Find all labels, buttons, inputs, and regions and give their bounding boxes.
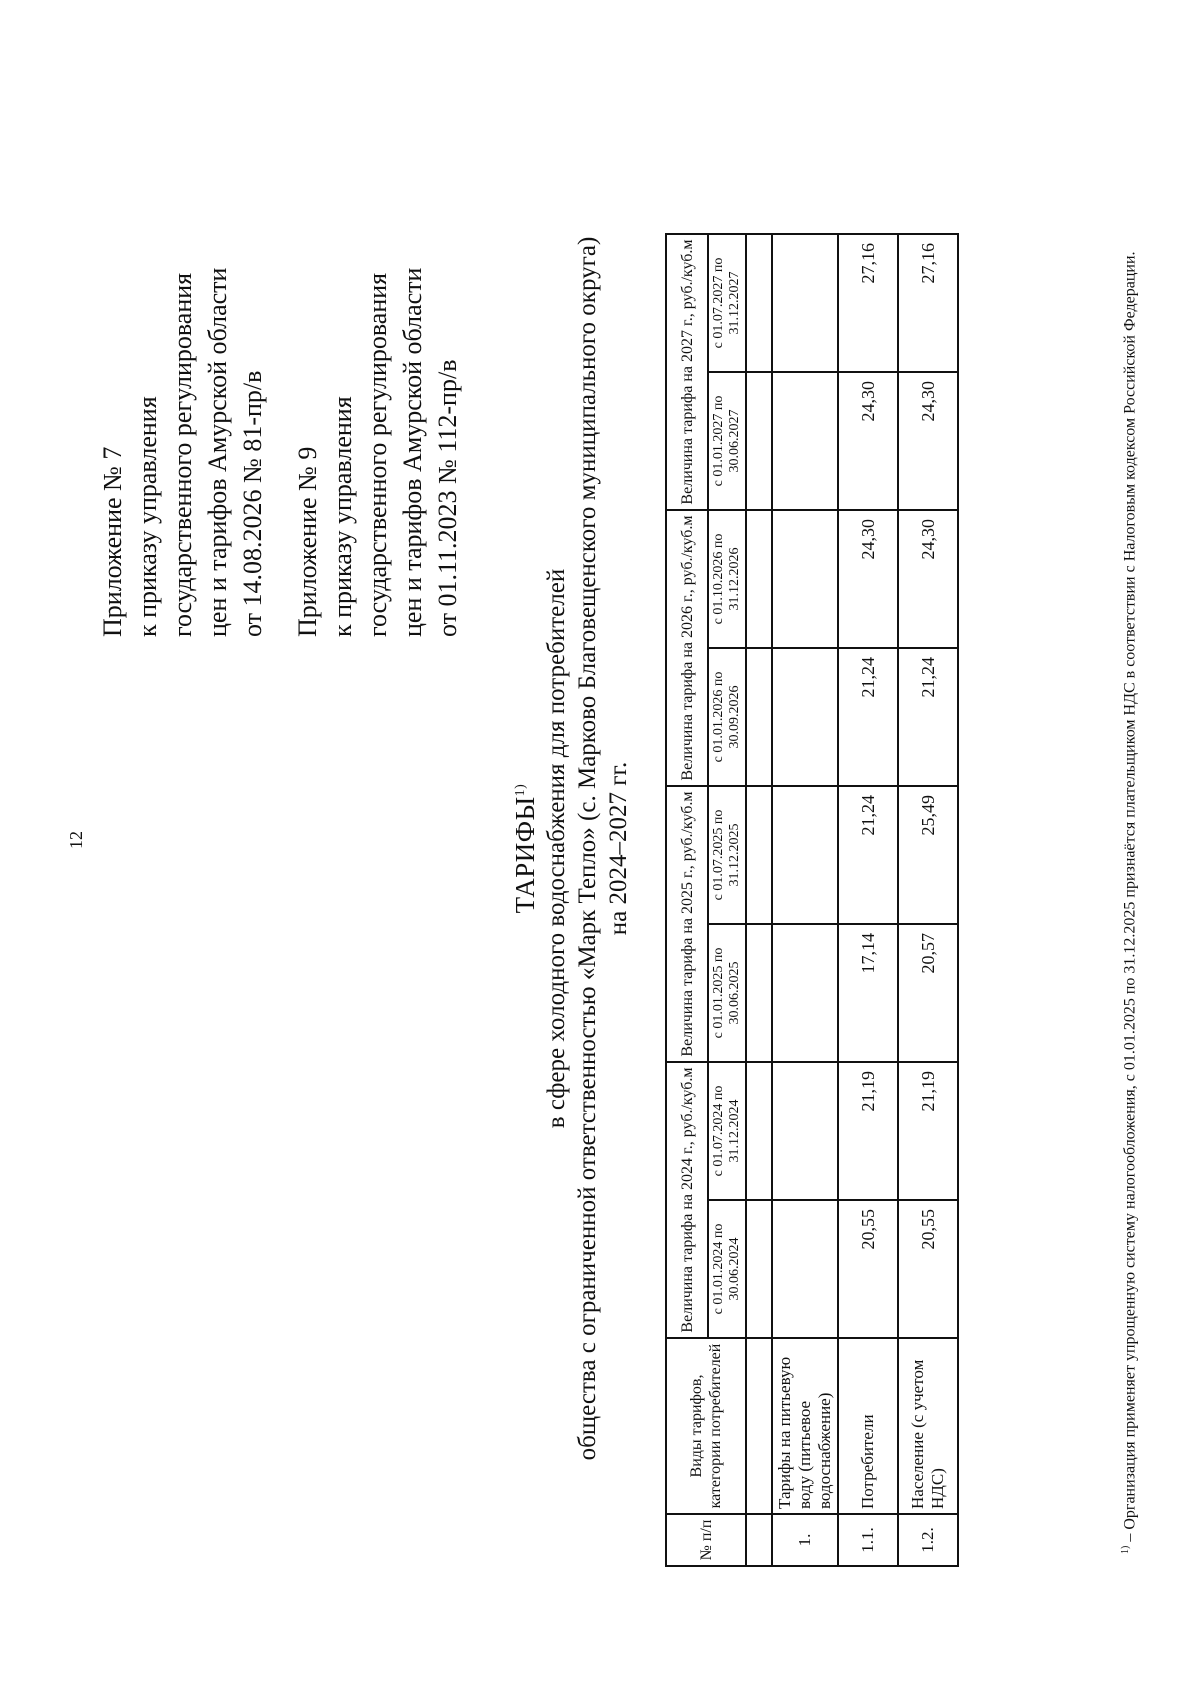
- header-period: с 01.10.2026 по 31.12.2026: [708, 510, 746, 648]
- tariff-value: [772, 1200, 838, 1338]
- row-label: Тарифы на питьевую воду (питьевое водоснабжение): [772, 1338, 838, 1514]
- approval-line: Приложение № 7: [98, 446, 127, 637]
- spacer-cell: [746, 1062, 772, 1200]
- header-period: с 01.07.2024 по 31.12.2024: [708, 1062, 746, 1200]
- approval-line: к приказу управления: [328, 396, 357, 637]
- tariff-value: [772, 924, 838, 1062]
- tariff-value: 24,30: [898, 372, 958, 510]
- header-year-2027: Величина тарифа на 2027 г., руб./куб.м: [666, 234, 708, 510]
- row-number: 1.: [772, 1514, 838, 1566]
- spacer-cell: [746, 648, 772, 786]
- header-period: с 01.07.2025 по 31.12.2025: [708, 786, 746, 924]
- table-row: [838, 234, 898, 1566]
- footnote-text: – Организация применяет упрощенную систему налогообложения, с 01.01.2025 по 31.12.2025 признаётся плательщиком НДС в соответствии с Налоговым кодексом Российской Федерации.: [1121, 251, 1139, 1546]
- tariff-value: [772, 372, 838, 510]
- tariff-value: [772, 648, 838, 786]
- spacer-cell: [746, 1338, 772, 1514]
- header-period: с 01.01.2027 по 30.06.2027: [708, 372, 746, 510]
- tariff-value: 21,19: [898, 1062, 958, 1200]
- header-no: № п/п: [666, 1514, 746, 1566]
- header-period: с 01.01.2026 по 30.09.2026: [708, 648, 746, 786]
- header-year-2024: Величина тарифа на 2024 г., руб./куб.м: [666, 1062, 708, 1338]
- table-header-row: [666, 234, 708, 1566]
- approval-line: государственного регулирования: [168, 272, 197, 637]
- tariff-value: [772, 1062, 838, 1200]
- tariff-table: [665, 233, 959, 1567]
- tariff-value: 25,49: [898, 786, 958, 924]
- spacer-cell: [746, 786, 772, 924]
- spacer-cell: [746, 1514, 772, 1566]
- title-word: ТАРИФЫ: [510, 796, 540, 914]
- approval-line: от 14.08.2026 № 81-пр/в: [238, 370, 267, 637]
- tariff-value: 24,30: [838, 372, 898, 510]
- header-period: с 01.01.2024 по 30.06.2024: [708, 1200, 746, 1338]
- row-number: 1.1.: [838, 1514, 898, 1566]
- table-row: [898, 234, 958, 1566]
- header-period: с 01.07.2027 по 31.12.2027: [708, 234, 746, 372]
- tariff-value: 17,14: [838, 924, 898, 1062]
- title-line-2: общества с ограниченной ответственностью «Марк Тепло» (с. Марково Благовещенского муниципального округа): [574, 236, 601, 1461]
- title-line-1: в сфере холодного водоснабжения для потребителей: [543, 568, 570, 1129]
- approval-line: к приказу управления: [133, 396, 162, 637]
- approval-line: Приложение № 9: [293, 446, 322, 637]
- tariff-value: 20,55: [898, 1200, 958, 1338]
- header-year-2026: Величина тарифа на 2026 г., руб./куб.м: [666, 510, 708, 786]
- table-row: [772, 234, 838, 1566]
- row-label: Потребители: [838, 1338, 898, 1514]
- header-type: Виды тарифов, категории потребителей: [666, 1338, 746, 1514]
- approval-line: цен и тарифов Амурской области: [203, 267, 232, 637]
- page-number: 12: [66, 831, 86, 849]
- header-period: с 01.01.2025 по 30.06.2025: [708, 924, 746, 1062]
- spacer-cell: [746, 372, 772, 510]
- approval-line: от 01.11.2023 № 112-пр/в: [433, 359, 462, 637]
- row-label: Население (с учетом НДС): [898, 1338, 958, 1514]
- spacer-cell: [746, 924, 772, 1062]
- footnote-mark: 1): [1120, 1545, 1131, 1554]
- title-line-3: на 2024–2027 гг.: [605, 761, 632, 936]
- tariff-value: 24,30: [838, 510, 898, 648]
- tariff-value: 20,55: [838, 1200, 898, 1338]
- tariff-value: 27,16: [838, 234, 898, 372]
- tariff-value: 27,16: [898, 234, 958, 372]
- tariff-value: 24,30: [898, 510, 958, 648]
- document-title: [505, 0, 634, 1697]
- spacer-cell: [746, 1200, 772, 1338]
- approval-line: цен и тарифов Амурской области: [398, 267, 427, 637]
- row-number: 1.2.: [898, 1514, 958, 1566]
- tariff-value: 21,24: [838, 648, 898, 786]
- title-main: [505, 0, 541, 1697]
- approval-stamp-original: [290, 268, 465, 637]
- spacer-cell: [746, 234, 772, 372]
- tariff-value: [772, 786, 838, 924]
- tariff-value: 20,57: [898, 924, 958, 1062]
- footnote: [1115, 74, 1141, 1554]
- tariff-value: 21,24: [838, 786, 898, 924]
- approval-line: государственного регулирования: [363, 272, 392, 637]
- spacer-cell: [746, 510, 772, 648]
- title-footnote-mark: 1): [513, 783, 528, 797]
- tariff-value: 21,24: [898, 648, 958, 786]
- approval-stamp-current: [95, 268, 270, 637]
- tariff-value: [772, 510, 838, 648]
- header-year-2025: Величина тарифа на 2025 г., руб./куб.м: [666, 786, 708, 1062]
- tariff-value: [772, 234, 838, 372]
- tariff-value: 21,19: [838, 1062, 898, 1200]
- table-spacer-row: [746, 234, 772, 1566]
